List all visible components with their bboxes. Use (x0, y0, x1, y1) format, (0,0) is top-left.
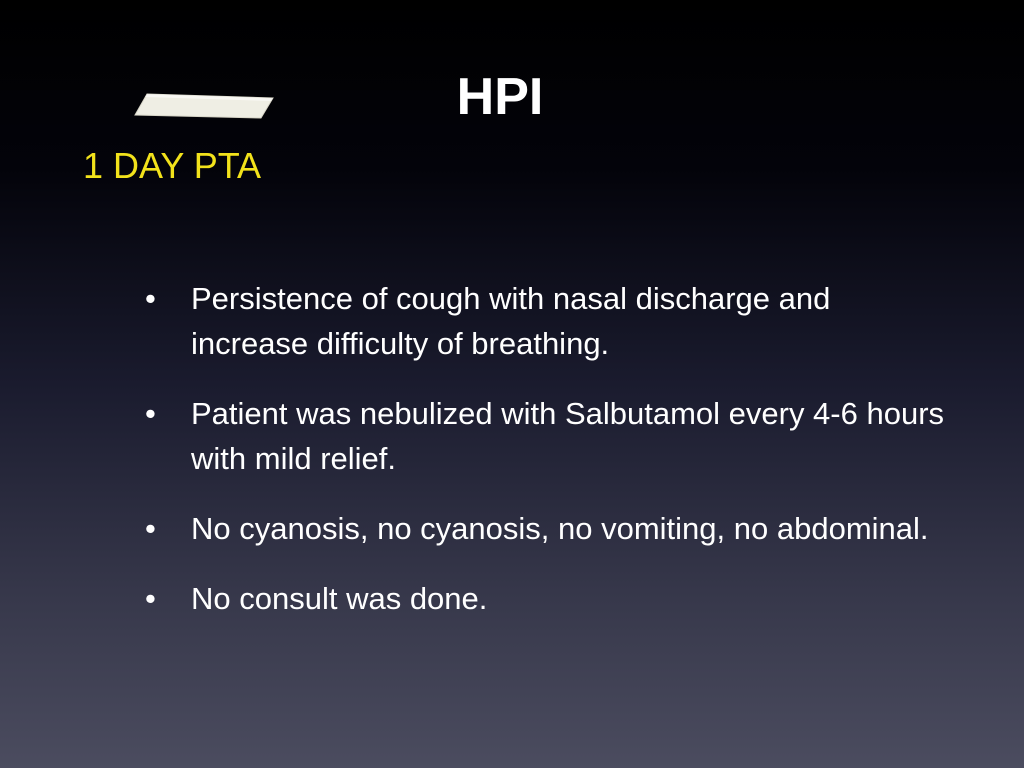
bullet-dot-icon: • (145, 281, 156, 316)
bullet-dot-icon: • (145, 581, 156, 616)
bullet-dot-icon: • (145, 396, 156, 431)
bullet-dot-icon: • (145, 511, 156, 546)
bullet-item (145, 576, 945, 621)
bullet-item (145, 506, 945, 551)
bullet-text: Patient was nebulized with Salbutamol every 4-6 hours with mild relief. (191, 396, 945, 476)
slide-title: HPI (456, 68, 544, 126)
bullet-item (145, 276, 945, 366)
bullet-text: Persistence of cough with nasal discharge and increase difficulty of breathing. (191, 281, 831, 361)
bullet-text: No cyanosis, no cyanosis, no vomiting, no abdominal. (191, 511, 929, 546)
bullet-list (145, 276, 945, 646)
bullet-text: No consult was done. (191, 581, 488, 616)
slide-subtitle: 1 DAY PTA (83, 145, 262, 186)
bullet-item (145, 391, 945, 481)
